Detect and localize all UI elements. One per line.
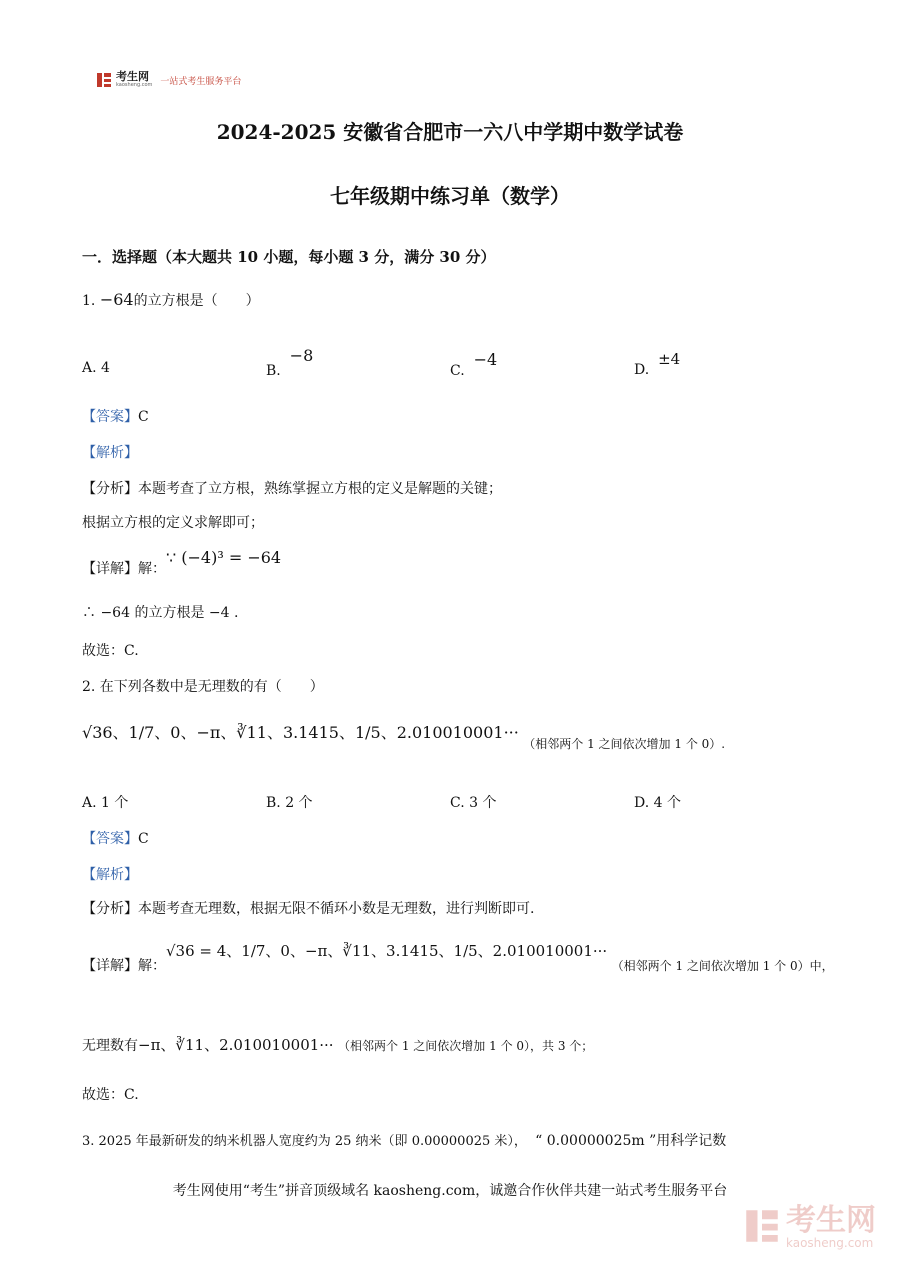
question-1-stem: 1. −64的立方根是（ ） (82, 290, 260, 309)
q2-option-b: B. 2 个 (266, 795, 313, 811)
q1-analysis-tag: 【解析】 (82, 445, 138, 461)
q2-choose: 故选：C. (82, 1087, 139, 1103)
q2-irrationals: 无理数有−π、∛11、2.010010001··· （相邻两个 1 之间依次增加 1 个 0），共 3 个； (82, 1036, 594, 1054)
q1-answer: 【答案】C (82, 409, 149, 425)
question-3-stem: 3. 2025 年最新研发的纳米机器人宽度约为 25 纳米（即 0.00000025 米）， “ 0.00000025m ”用科学记数 (82, 1133, 727, 1149)
q1-option-b: B. −8 (266, 346, 314, 379)
q2-detail: 【详解】解：√36 = 4、1/7、0、−π、∛11、3.1415、1/5、2.010010001··· （相邻两个 1 之间依次增加 1 个 0）中， (82, 942, 834, 974)
watermark-logo (744, 1203, 876, 1250)
q1-option-c: C. −4 (450, 350, 498, 379)
page-subtitle: 七年级期中练习单（数学） (330, 184, 570, 208)
watermark-domain: kaosheng.com (786, 1236, 874, 1250)
logo-domain: kaosheng.com (116, 82, 153, 88)
logo-slogan: 一站式考生服务平台 (160, 76, 242, 87)
question-2-stem: 2. 在下列各数中是无理数的有（ ） (82, 679, 324, 695)
site-logo (96, 72, 241, 88)
q1-fenxi: 【分析】本题考查了立方根，熟练掌握立方根的定义是解题的关键； (82, 481, 502, 497)
page-title: 2024-2025 安徽省合肥市一六八中学期中数学试卷 (216, 120, 684, 144)
q1-choose: 故选：C. (82, 643, 139, 659)
logo-text: 考生网 (116, 70, 149, 83)
q1-option-d: D. ±4 (634, 350, 681, 378)
q2-numbers: √36、1/7、0、−π、∛11、3.1415、1/5、2.010010001··· （相邻两个 1 之间依次增加 1 个 0）. (82, 723, 726, 751)
q2-option-a: A. 1 个 (82, 795, 129, 811)
q2-option-d: D. 4 个 (634, 795, 681, 811)
page-footer: 考生网使用“考生”拼音顶级域名 kaosheng.com，诚邀合作伙伴共建一站式考生服务平台 (172, 1183, 728, 1199)
watermark-text: 考生网 (786, 1203, 876, 1238)
q1-conclusion: ∴ −64 的立方根是 −4 . (82, 605, 239, 621)
q1-detail: 【详解】解：∵ (−4)³ = −64 (82, 548, 282, 577)
q1-option-a: A. 4 (82, 360, 110, 376)
q2-option-c: C. 3 个 (450, 795, 497, 811)
section-heading: 一．选择题（本大题共 10 小题，每小题 3 分，满分 30 分） (82, 248, 496, 266)
q2-analysis-tag: 【解析】 (82, 867, 138, 883)
q1-method: 根据立方根的定义求解即可； (82, 515, 264, 531)
q2-fenxi: 【分析】本题考查无理数，根据无限不循环小数是无理数，进行判断即可. (82, 901, 535, 917)
q2-answer: 【答案】C (82, 831, 149, 847)
kaosheng-watermark-icon (744, 1206, 780, 1250)
kaosheng-logo-icon (96, 72, 112, 88)
